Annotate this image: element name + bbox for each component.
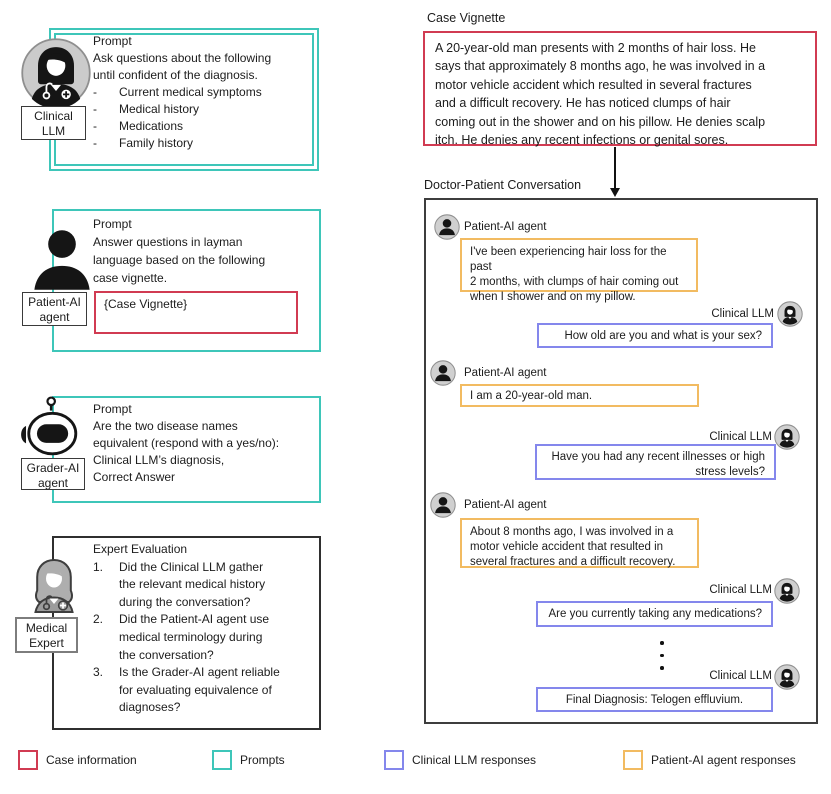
patient-message — [460, 384, 699, 407]
prompt-line: Answer questions in layman — [93, 235, 243, 249]
bullet-dash: - — [93, 85, 97, 99]
prompt-title: Prompt — [93, 34, 132, 48]
clinical-message — [537, 323, 773, 348]
vignette-line: coming out in the shower and on his pillow. He denies scalp — [435, 114, 766, 129]
patient-agent-label: Patient-AI agent — [464, 221, 547, 233]
item-number: 1. — [93, 559, 104, 574]
patient-message — [460, 518, 699, 568]
person-silhouette-icon — [28, 228, 96, 292]
label-line: Patient-AI — [28, 295, 81, 309]
prompt-line: Ask questions about the following — [93, 51, 272, 65]
legend-swatch-clinical-llm-responses — [384, 750, 404, 770]
legend-label: Clinical LLM responses — [412, 753, 537, 767]
case-vignette-title: Case Vignette — [427, 11, 506, 25]
message-line: Have you had any recent illnesses or high — [551, 451, 765, 463]
female-doctor-icon — [774, 424, 800, 450]
final-diagnosis-message — [536, 687, 773, 712]
patient-message — [460, 238, 698, 303]
item-text: Did the Clinical LLM gather the relevant medical history during the conversation? — [119, 559, 266, 609]
numbered-item — [93, 664, 315, 717]
conversation-title: Doctor-Patient Conversation — [424, 178, 582, 192]
prompt-line: case vignette. — [93, 271, 168, 285]
expert-evaluation-panel — [52, 536, 321, 730]
down-arrow-head-icon — [610, 188, 620, 197]
message-line: Are you currently taking any medications? — [548, 608, 762, 620]
expert-evaluation-title: Expert Evaluation — [93, 542, 188, 556]
numbered-item — [93, 559, 315, 612]
clinical-llm-label: Clinical LLM — [709, 431, 772, 443]
vignette-line: motor vehicle accident which resulted in several fractures — [435, 77, 752, 92]
legend-label: Patient-AI agent responses — [651, 753, 796, 767]
conversation-box — [424, 198, 818, 724]
label-line: Clinical — [34, 109, 73, 123]
item-number: 2. — [93, 612, 104, 627]
bullet-dash: - — [93, 119, 97, 133]
female-doctor-icon — [774, 664, 800, 690]
bullet-text: Medical history — [119, 102, 200, 116]
label-line: agent — [37, 476, 69, 490]
bullet-text: Current medical symptoms — [119, 85, 262, 99]
label-line: Medical — [25, 621, 68, 635]
message-line: About 8 months ago, I was involved in a — [470, 526, 674, 538]
prompt-line: Are the two disease names — [93, 419, 238, 433]
label-line: LLM — [41, 124, 66, 138]
label-line: Grader-AI — [26, 461, 80, 475]
bullet-text: Family history — [119, 136, 194, 150]
label-line: agent — [39, 310, 70, 324]
grader-ai-label — [21, 458, 85, 490]
legend-swatch-prompts — [212, 750, 232, 770]
legend-swatch-patient-ai-responses — [623, 750, 643, 770]
prompt-title: Prompt — [93, 402, 132, 416]
female-doctor-outline-icon — [22, 554, 86, 620]
item-number: 3. — [93, 665, 104, 680]
prompt-line: Correct Answer — [93, 470, 176, 484]
patient-ai-label — [22, 292, 87, 326]
clinical-llm-label: Clinical LLM — [709, 584, 772, 596]
bullet-dash: - — [93, 136, 97, 150]
clinical-llm-label: Clinical LLM — [709, 670, 772, 682]
clinical-message — [536, 601, 773, 627]
clinical-message — [535, 444, 776, 480]
bullet-item — [93, 135, 311, 152]
patient-agent-label: Patient-AI agent — [464, 367, 547, 379]
message-line: motor vehicle accident that resulted in — [470, 541, 664, 553]
bullet-dash: - — [93, 102, 97, 116]
message-line: when I shower and on my pillow. — [470, 291, 636, 303]
female-doctor-icon — [20, 37, 92, 109]
item-text: Did the Patient-AI agent use medical terminology during the conversation? — [119, 612, 270, 662]
person-silhouette-icon — [430, 360, 456, 386]
grader-ai-prompt-panel — [52, 396, 321, 503]
bullet-item — [93, 118, 311, 135]
prompt-title: Prompt — [93, 217, 132, 231]
legend-label: Prompts — [240, 753, 285, 767]
prompt-line: Clinical LLM’s diagnosis, — [93, 453, 225, 467]
message-line: I am a 20-year-old man. — [470, 390, 593, 402]
message-line: several fractures and a difficult recovery. — [470, 556, 676, 568]
legend-label: Case information — [46, 753, 137, 767]
message-line: How old are you and what is your sex? — [564, 330, 762, 342]
case-vignette-box — [423, 31, 817, 146]
vignette-line: itch. He denies any recent infections or genital sores. — [435, 133, 729, 148]
message-line: stress levels? — [695, 466, 765, 478]
vignette-line: and a difficult recovery. He has noticed clumps of hair — [435, 96, 731, 111]
label-line: Expert — [29, 636, 64, 650]
vertical-ellipsis-icon — [660, 641, 664, 670]
item-text: Is the Grader-AI agent reliable for evaluating equivalence of diagnoses? — [119, 665, 280, 715]
numbered-item — [93, 611, 315, 664]
message-line: Final Diagnosis: Telogen effluvium. — [565, 694, 744, 706]
clinical-llm-label — [21, 106, 86, 140]
bullet-item — [93, 84, 311, 101]
vignette-line: says that approximately 8 months ago, he was involved in a — [435, 59, 766, 74]
down-arrow-line — [614, 147, 616, 189]
patient-agent-label: Patient-AI agent — [464, 499, 547, 511]
message-line: 2 months, with clumps of hair coming out — [470, 276, 679, 288]
clinical-llm-label: Clinical LLM — [711, 308, 774, 320]
message-line: I've been experiencing hair loss for the past — [470, 246, 667, 273]
vignette-line: A 20-year-old man presents with 2 months of hair loss. He — [435, 41, 756, 55]
legend-swatch-case-information — [18, 750, 38, 770]
case-vignette-placeholder-box — [94, 291, 298, 334]
female-doctor-icon — [777, 301, 803, 327]
prompt-line: language based on the following — [93, 253, 266, 267]
prompt-line: until confident of the diagnosis. — [93, 68, 258, 82]
medical-expert-label — [15, 617, 78, 653]
bullet-text: Medications — [119, 119, 184, 133]
case-vignette-placeholder: {Case Vignette} — [104, 297, 188, 311]
robot-head-icon — [14, 395, 84, 459]
female-doctor-icon — [774, 578, 800, 604]
person-silhouette-icon — [430, 492, 456, 518]
bullet-item — [93, 101, 311, 118]
prompt-line: equivalent (respond with a yes/no): — [93, 436, 280, 450]
person-silhouette-icon — [434, 214, 460, 240]
